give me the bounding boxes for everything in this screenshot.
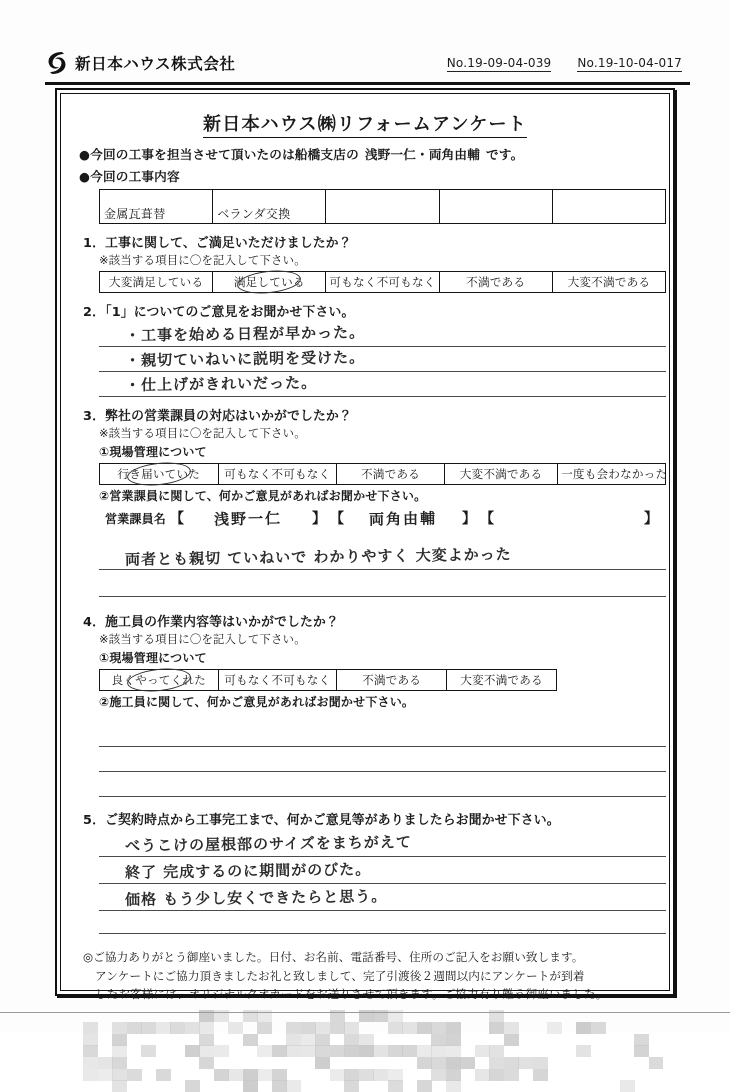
handwritten-answer: 終了 完成するのに期間がのびた。 — [124, 860, 372, 882]
question-4-options-table — [99, 669, 557, 691]
question-4-subheading-1: ①現場管理について — [99, 650, 207, 665]
answer-line[interactable] — [99, 570, 666, 597]
q1-option-1[interactable]: 大変満足している — [100, 271, 213, 292]
footer-note — [83, 948, 653, 1004]
content-cell-1: 金属瓦葺替 — [100, 189, 213, 223]
answer-line[interactable] — [99, 772, 666, 797]
q1-option-3[interactable]: 可もなく不可もなく — [326, 271, 439, 292]
staff-name-field-2[interactable] — [330, 508, 476, 529]
page-title — [77, 110, 653, 136]
question-3-note: ※該当する項目に〇を記入して下さい。 — [99, 425, 306, 440]
q1-option-2-label: 満足している — [233, 274, 305, 289]
question-4-heading: 4．施工員の作業内容等はいかがでしたか？ — [83, 614, 340, 630]
answer-line[interactable] — [99, 347, 666, 372]
q3-option-2[interactable]: 可もなく不可もなく — [218, 463, 337, 484]
table-row — [100, 669, 557, 690]
q1-option-2[interactable] — [213, 271, 326, 292]
bracket-close: 】 — [312, 511, 327, 528]
document-numbers — [447, 56, 682, 72]
answer-line[interactable] — [99, 747, 666, 772]
staff-name-row — [105, 508, 659, 529]
q4-option-4[interactable]: 大変不満である — [447, 669, 557, 690]
question-1-options-table — [99, 271, 666, 293]
intro-suffix: です。 — [486, 147, 524, 162]
handwritten-answer: ・仕上げがきれいだった。 — [124, 373, 318, 395]
answer-line[interactable] — [99, 322, 666, 347]
bracket-close: 】 — [462, 511, 477, 528]
bracket-open: 【 — [480, 511, 495, 528]
q3-option-1[interactable] — [100, 463, 219, 484]
handwritten-answer: ・親切ていねいに説明を受けた。 — [124, 348, 366, 370]
letterhead — [45, 50, 690, 84]
q3-option-5[interactable]: 一度も会わなかった — [558, 463, 666, 484]
handwritten-answer: ・工事を始める日程が早かった。 — [124, 323, 366, 345]
q3-option-4[interactable]: 大変不満である — [444, 463, 557, 484]
question-3-comment-lines — [99, 539, 666, 597]
bracket-close: 】 — [644, 511, 659, 528]
answer-line[interactable] — [99, 722, 666, 747]
footer-line-3: したお客様には、オリジナルクオカードをお送りさせて頂きます。ご協力有り難う御座いました。 — [95, 987, 608, 1002]
staff-name-value-2: 両角由輔 — [368, 509, 438, 529]
content-heading: ●今回の工事内容 — [79, 168, 180, 184]
handwritten-answer: 両者とも親切 ていねいで わかりやすく 大変よかった — [124, 545, 512, 569]
intro-line — [79, 146, 653, 165]
handwritten-answer: 価格 もう少し安くできたらと思う。 — [124, 886, 388, 909]
question-3-heading: 3．弊社の営業課員の対応はいかがでしたか？ — [83, 408, 353, 424]
question-5-answer-lines — [99, 830, 666, 934]
company-name: 新日本ハウス株式会社 — [75, 55, 236, 73]
survey-sheet — [55, 88, 675, 1002]
table-row — [100, 189, 666, 223]
footer-line-2: アンケートにご協力頂きましたお礼と致しまして、完了引渡後２週間以内にアンケートが到着 — [95, 968, 585, 983]
page-bottom-rule — [0, 1012, 730, 1013]
staff-name-field-3[interactable] — [480, 508, 658, 528]
content-cell-4 — [439, 189, 552, 223]
question-3-subheading-1: ①現場管理について — [99, 444, 207, 459]
staff-name-value-3 — [494, 517, 644, 520]
redacted-personal-info — [83, 1010, 663, 1092]
table-row — [100, 271, 666, 292]
handwritten-answer: べうこけの屋根部のサイズをまちがえて — [124, 832, 412, 855]
intro-staff-names: 浅野一仁・両角由輔 — [364, 147, 481, 162]
q3-option-1-label: 行き届いていた — [117, 466, 201, 481]
question-1-note: ※該当する項目に〇を記入して下さい。 — [99, 252, 306, 267]
question-4-subheading-2: ②施工員に関して、何かご意見があればお聞かせ下さい。 — [99, 694, 415, 709]
question-4-answer-lines — [99, 722, 666, 797]
question-4-note: ※該当する項目に〇を記入して下さい。 — [99, 631, 306, 646]
staff-name-field-1[interactable] — [170, 508, 326, 529]
content-cell-5 — [552, 189, 665, 223]
swirl-logo-icon — [45, 50, 69, 76]
question-1-heading: 1．工事に関して、ご満足いただけましたか？ — [83, 235, 352, 251]
q1-option-4[interactable]: 不満である — [439, 271, 552, 292]
content-cell-2: ベランダ交換 — [213, 189, 326, 223]
footer-line-1: ◎ご協力ありがとう御座いました。日付、お名前、電話番号、住所のご記入をお願い致します。 — [83, 949, 584, 964]
page-title-text: 新日本ハウス㈱リフォームアンケート — [203, 114, 527, 138]
q4-option-1-label: 良くやってくれた — [111, 672, 206, 687]
staff-name-value-1: 浅野一仁 — [213, 509, 283, 529]
company-logo — [45, 50, 236, 76]
question-3-options-table — [99, 463, 666, 485]
staff-name-label: 営業課員名 — [105, 511, 167, 526]
intro-prefix: ●今回の工事を担当させて頂いたのは船橋支店の — [79, 147, 359, 162]
document-number-1: No.19-09-04-039 — [446, 56, 552, 70]
answer-line[interactable] — [99, 830, 666, 857]
document-number-2: No.19-10-04-017 — [577, 56, 682, 70]
construction-content-table — [99, 189, 666, 224]
header-rule — [45, 82, 690, 85]
question-5-heading: 5．ご契約時点から工事完工まで、何かご意見等がありましたらお聞かせ下さい。 — [83, 812, 560, 828]
bracket-open: 【 — [170, 511, 185, 528]
q4-option-1[interactable] — [100, 669, 219, 690]
q4-option-3[interactable]: 不満である — [337, 669, 447, 690]
q1-option-5[interactable]: 大変不満である — [552, 271, 665, 292]
question-2-heading: 2．「1」についてのご意見をお聞かせ下さい。 — [83, 304, 355, 320]
question-2-answer-lines — [99, 322, 666, 397]
content-cell-3 — [326, 189, 439, 223]
bracket-open: 【 — [330, 511, 345, 528]
answer-line[interactable] — [99, 884, 666, 911]
answer-line[interactable] — [99, 857, 666, 884]
table-row — [100, 463, 666, 484]
answer-line[interactable] — [99, 911, 666, 934]
answer-line[interactable] — [99, 539, 666, 570]
q3-option-3[interactable]: 不満である — [337, 463, 445, 484]
question-3-subheading-2: ②営業課員に関して、何かご意見があればお聞かせ下さい。 — [99, 488, 427, 503]
q4-option-2[interactable]: 可もなく不可もなく — [218, 669, 337, 690]
answer-line[interactable] — [99, 372, 666, 397]
